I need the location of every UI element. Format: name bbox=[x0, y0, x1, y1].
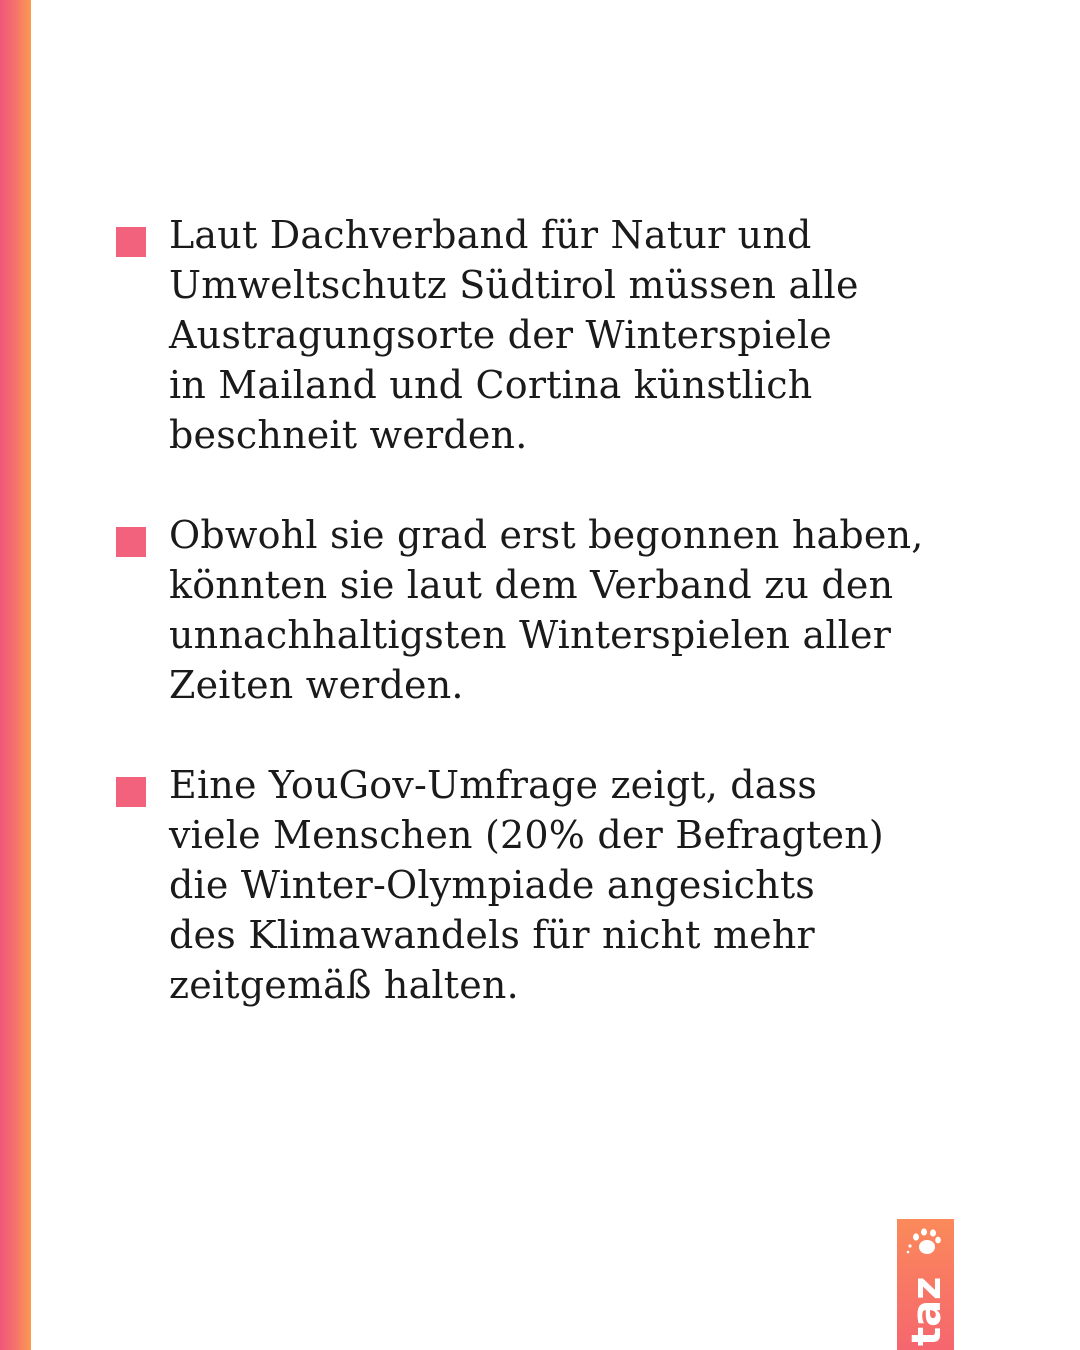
bullet-item bbox=[116, 210, 996, 460]
square-bullet-icon bbox=[116, 227, 146, 257]
square-bullet-icon bbox=[116, 777, 146, 807]
bullet-item bbox=[116, 510, 996, 710]
bullet-text-line: Umweltschutz Südtirol müssen alle bbox=[169, 263, 859, 307]
logo-wordmark: taz bbox=[904, 1276, 950, 1346]
bullet-item bbox=[116, 760, 996, 1010]
bullet-text-line: zeitgemäß halten. bbox=[169, 963, 519, 1007]
bullet-text-line: unnachhaltigsten Winterspielen aller bbox=[169, 613, 892, 657]
paw-icon bbox=[907, 1228, 941, 1254]
bullet-text-line: die Winter-Olympiade angesichts bbox=[169, 863, 815, 907]
bullet-list bbox=[116, 210, 996, 1060]
accent-side-bar bbox=[0, 0, 31, 1350]
bullet-text-line: Eine YouGov-Umfrage zeigt, dass bbox=[169, 763, 818, 807]
bullet-text-line: in Mailand und Cortina künstlich bbox=[169, 363, 813, 407]
bullet-text-line: Zeiten werden. bbox=[169, 663, 464, 707]
bullet-text-line: könnten sie laut dem Verband zu den bbox=[169, 563, 894, 607]
square-bullet-icon bbox=[116, 527, 146, 557]
bullet-text-line: viele Menschen (20% der Befragten) bbox=[169, 813, 884, 857]
bullet-text-line: beschneit werden. bbox=[169, 413, 528, 457]
taz-logo bbox=[897, 1219, 954, 1350]
taz-logo-graphic bbox=[897, 1219, 954, 1350]
bullet-text-line: des Klimawandels für nicht mehr bbox=[169, 913, 815, 957]
bullet-text-line: Austragungsorte der Winterspiele bbox=[169, 313, 832, 357]
bullet-text-line: Laut Dachverband für Natur und bbox=[169, 213, 812, 257]
bullet-text-line: Obwohl sie grad erst begonnen haben, bbox=[169, 513, 924, 557]
